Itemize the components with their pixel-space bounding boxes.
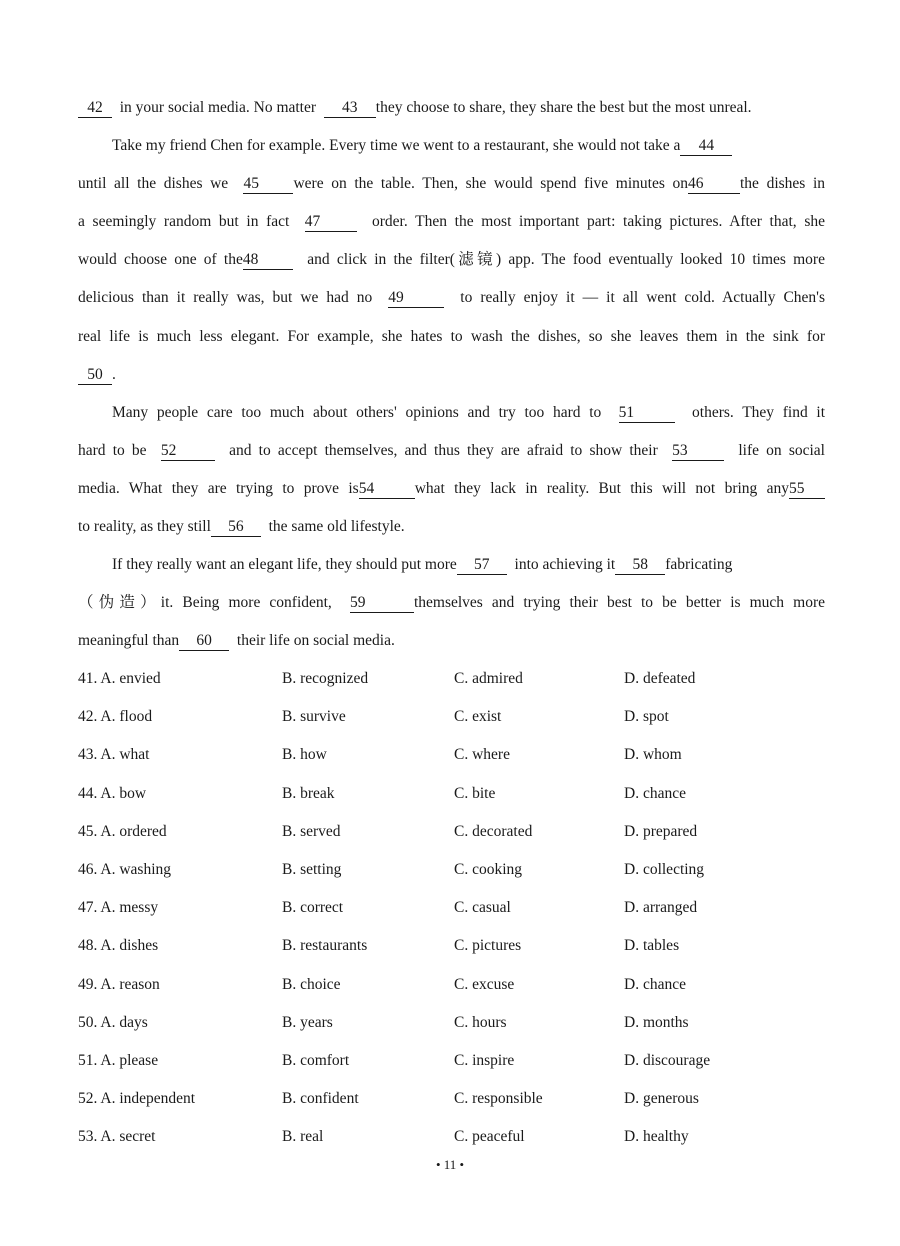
passage-text: others. They find it <box>674 403 825 421</box>
question-row-49 <box>78 971 838 1009</box>
blank-54: 54 <box>359 480 415 499</box>
passage-line <box>78 361 825 399</box>
passage-text: hard to be <box>78 441 161 459</box>
option-c: C. responsible <box>454 1090 543 1108</box>
option-d: D. defeated <box>624 670 696 687</box>
passage-text: into achieving it <box>506 556 616 574</box>
option-text: A. flood <box>100 708 153 726</box>
blank-52: 52 <box>161 442 215 461</box>
passage-line <box>78 437 825 475</box>
question-row-47 <box>78 894 838 932</box>
option-a <box>78 1047 158 1075</box>
passage-text: Take my friend Chen for example. Every time we went to a restaurant, she would not take a <box>112 137 681 155</box>
question-row-53 <box>78 1123 838 1161</box>
question-number: 51. <box>78 1051 98 1069</box>
blank-50: 50 <box>78 366 112 385</box>
option-a <box>78 856 171 884</box>
option-c: C. where <box>454 746 510 764</box>
option-b: B. break <box>282 784 335 802</box>
passage-text: to reality, as they still <box>78 518 211 536</box>
passage-text: life on social <box>724 441 825 459</box>
passage-text: their life on social media. <box>229 632 395 650</box>
option-b: B. comfort <box>282 1051 350 1069</box>
question-number: 42. <box>78 708 98 726</box>
question-number: 47. <box>78 899 98 917</box>
option-d: D. spot <box>624 708 669 726</box>
passage-text: the same old lifestyle. <box>260 518 405 536</box>
passage-line <box>78 284 825 322</box>
option-c: C. cooking <box>454 860 523 878</box>
passage-text: and to accept themselves, and thus they are afraid to show their <box>214 441 673 459</box>
option-c: C. peaceful <box>454 1128 525 1146</box>
option-text: A. days <box>100 1013 148 1031</box>
option-d: D. months <box>624 1013 689 1031</box>
option-b: B. years <box>282 1013 333 1031</box>
passage-line <box>78 475 825 513</box>
option-text: A. please <box>100 1051 159 1069</box>
question-number: 49. <box>78 975 98 993</box>
question-number: 48. <box>78 937 98 955</box>
option-text: A. ordered <box>100 822 167 840</box>
option-b: B. served <box>282 822 341 840</box>
passage-text: media. What they are trying to prove is <box>78 479 359 497</box>
option-b: B. setting <box>282 860 342 878</box>
option-text: A. reason <box>100 975 160 993</box>
question-row-45 <box>78 818 838 856</box>
option-a <box>78 665 161 693</box>
option-c: C. exist <box>454 708 502 726</box>
passage-text: to really enjoy it — it all went cold. Actually Chen's <box>444 289 825 307</box>
blank-56: 56 <box>211 518 261 537</box>
passage-line <box>78 208 825 246</box>
blank-45: 45 <box>243 175 293 194</box>
blank-57: 57 <box>457 556 507 575</box>
option-c: C. pictures <box>454 937 522 955</box>
passage-line <box>78 513 825 551</box>
question-number: 44. <box>78 784 98 802</box>
passage-text: a seemingly random but in fact <box>78 213 305 231</box>
option-a <box>78 894 158 922</box>
question-number: 43. <box>78 746 98 764</box>
blank-53: 53 <box>672 442 724 461</box>
option-d: D. collecting <box>624 860 705 878</box>
option-text: A. dishes <box>100 937 159 955</box>
passage-text: order. Then the most important part: taking pictures. After that, she <box>356 213 826 231</box>
question-row-42 <box>78 703 838 741</box>
blank-59: 59 <box>350 594 414 613</box>
option-b: B. real <box>282 1128 324 1146</box>
blank-49: 49 <box>388 289 444 308</box>
option-a <box>78 1085 195 1113</box>
blank-42: 42 <box>78 99 112 118</box>
option-c: C. excuse <box>454 975 515 993</box>
passage-line <box>78 399 825 437</box>
blank-60: 60 <box>179 632 229 651</box>
option-a <box>78 1009 148 1037</box>
passage-text: until all the dishes we <box>78 175 244 193</box>
option-c: C. bite <box>454 784 496 802</box>
question-row-51 <box>78 1047 838 1085</box>
passage-text: would choose one of the <box>78 251 243 269</box>
option-b: B. confident <box>282 1090 359 1108</box>
option-d: D. chance <box>624 975 686 993</box>
passage-text: fabricating <box>665 556 733 574</box>
passage-line <box>78 132 825 170</box>
passage-text: Many people care too much about others' opinions and try too hard to <box>112 403 619 421</box>
option-b: B. how <box>282 746 327 764</box>
option-b: B. survive <box>282 708 346 726</box>
blank-51: 51 <box>619 404 675 423</box>
passage-line <box>78 246 825 284</box>
passage-text: what they lack in reality. But this will not bring any <box>414 479 790 497</box>
option-text: A. secret <box>100 1128 156 1146</box>
question-number: 45. <box>78 822 98 840</box>
passage-text: in your social media. No matter <box>112 99 324 116</box>
blank-44: 44 <box>680 137 732 156</box>
passage-text: meaningful than <box>78 632 180 650</box>
option-text: A. messy <box>100 899 159 917</box>
option-d: D. healthy <box>624 1128 689 1146</box>
option-b: B. recognized <box>282 670 369 687</box>
option-b: B. correct <box>282 899 344 917</box>
passage-text: If they really want an elegant life, they should put more <box>112 556 457 574</box>
option-c: C. hours <box>454 1013 507 1031</box>
option-a <box>78 932 158 960</box>
option-d: D. discourage <box>624 1051 711 1069</box>
blank-43: 43 <box>324 99 376 118</box>
question-row-52 <box>78 1085 838 1123</box>
passage-line <box>78 551 825 589</box>
option-text: A. independent <box>100 1090 196 1108</box>
option-text: A. envied <box>100 670 161 687</box>
option-a <box>78 1123 156 1151</box>
passage-text: （伪造）it. Being more confident, <box>78 594 350 612</box>
blank-48: 48 <box>243 251 293 270</box>
option-d: D. prepared <box>624 822 698 840</box>
question-number: 53. <box>78 1128 98 1146</box>
passage-line <box>78 94 825 132</box>
passage-line <box>78 627 825 665</box>
cloze-passage <box>78 94 825 665</box>
option-d: D. generous <box>624 1090 699 1108</box>
answer-options <box>78 665 838 1161</box>
passage-text: . <box>112 365 116 383</box>
blank-47: 47 <box>305 213 357 232</box>
option-text: A. bow <box>100 784 147 802</box>
option-a <box>78 780 146 808</box>
option-b: B. restaurants <box>282 937 368 955</box>
blank-46: 46 <box>688 175 740 194</box>
option-c: C. admired <box>454 670 523 687</box>
option-a <box>78 741 149 769</box>
passage-line <box>78 589 825 627</box>
option-d: D. chance <box>624 784 686 802</box>
question-row-50 <box>78 1009 838 1047</box>
question-number: 52. <box>78 1090 98 1108</box>
option-b: B. choice <box>282 975 341 993</box>
question-row-44 <box>78 780 838 818</box>
option-d: D. whom <box>624 746 682 764</box>
blank-58: 58 <box>615 556 665 575</box>
question-row-48 <box>78 932 838 970</box>
passage-text: and click in the filter(滤镜) app. The food eventually looked 10 times more <box>292 251 825 269</box>
question-row-41 <box>78 665 838 703</box>
page-number: • 11 • <box>435 1157 465 1172</box>
question-number: 46. <box>78 860 98 878</box>
passage-text: themselves and trying their best to be better is much more <box>413 594 825 612</box>
option-a <box>78 971 160 999</box>
option-c: C. casual <box>454 899 511 917</box>
passage-line <box>78 170 825 208</box>
passage-text: delicious than it really was, but we had no <box>78 289 389 307</box>
passage-line <box>78 323 825 361</box>
question-number: 50. <box>78 1013 98 1031</box>
option-text: A. washing <box>100 860 172 878</box>
blank-55: 55 <box>789 480 825 499</box>
question-row-43 <box>78 741 838 779</box>
passage-text: were on the table. Then, she would spend five minutes on <box>293 175 688 193</box>
passage-text: the dishes in <box>740 175 826 193</box>
passage-text: they choose to share, they share the best but the most unreal. <box>375 99 752 116</box>
option-d: D. arranged <box>624 899 698 917</box>
option-d: D. tables <box>624 937 680 955</box>
question-number: 41. <box>78 670 98 687</box>
passage-text: real life is much less elegant. For example, she hates to wash the dishes, so she leaves them in the sink for <box>78 327 825 345</box>
option-text: A. what <box>100 746 150 764</box>
option-c: C. decorated <box>454 822 533 840</box>
option-a <box>78 818 167 846</box>
option-c: C. inspire <box>454 1051 515 1069</box>
option-a <box>78 703 152 731</box>
question-row-46 <box>78 856 838 894</box>
